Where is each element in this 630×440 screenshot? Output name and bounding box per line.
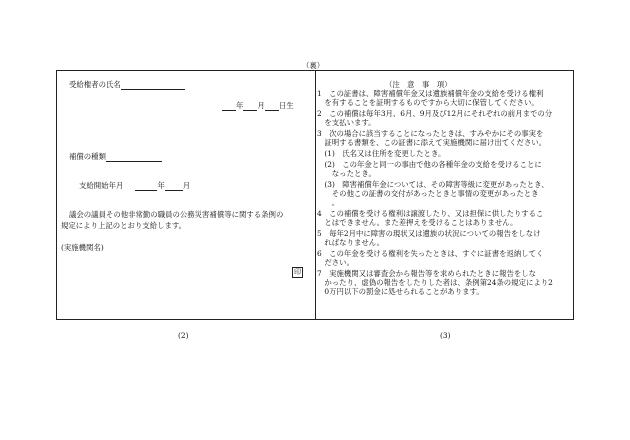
recipient-name-row — [69, 79, 185, 90]
note-line: 。 — [317, 198, 340, 207]
note-line: とはできません。また差押えを受けることはありません。 — [317, 218, 518, 227]
seal-row — [292, 267, 303, 278]
note-line: 4 この補償を受ける権利は譲渡したり、又は担保に供したりするこ — [317, 209, 544, 218]
note-line: かったり、虚偽の報告をしたりした者は、条例第24条の規定により2 — [317, 278, 553, 287]
birth-date-row — [222, 100, 294, 111]
note-line: 2 この補償は毎年3月、6月、9月及び12月にそれぞれの前月までの分 — [317, 109, 553, 118]
note-line: なったとき。 — [317, 169, 376, 178]
note-line: 3 次の場合に該当することになったときは、すみやかにその事実を — [317, 129, 544, 138]
center-divider — [315, 71, 316, 319]
payment-year-label: 年 — [157, 181, 165, 190]
note-line: 証明する書類を、この証書に添えて実施機関に届け出てください。 — [317, 138, 547, 147]
note-line: を支払います。 — [317, 118, 376, 127]
note-line: その他この証書の交付があったときと事情の変更があったとき — [317, 189, 539, 198]
compensation-type-row — [69, 151, 162, 162]
side-label: （裏） — [302, 61, 325, 70]
note-line: 1 この証書は、障害補償年金又は遺族補償年金の支給を受ける権利 — [317, 89, 544, 98]
note-line: (1) 氏名又は住所を変更したとき。 — [317, 149, 446, 158]
payment-month-label: 月 — [182, 181, 191, 190]
payment-year-field[interactable] — [135, 182, 157, 191]
compensation-type-label: 補償の種類 — [69, 152, 106, 161]
birth-year-field[interactable] — [222, 102, 236, 111]
birth-month-label: 月 — [257, 101, 265, 110]
recipient-name-label: 受給権者の氏名 — [69, 80, 121, 89]
birth-day-field[interactable] — [265, 102, 279, 111]
statement-line-1: 議会の議員その他非常勤の職員の公務災害補償等に関する条例の — [69, 210, 284, 219]
note-line: (2) この年金と同一の事由で他の各種年金の支給を受けることに — [317, 160, 542, 169]
note-line: (3) 障害補償年金については、その障害等級に変更があったとき、 — [317, 180, 549, 189]
birth-month-field[interactable] — [243, 102, 257, 111]
note-line: 6 この年金を受ける権利を失ったときは、すぐに証書を返納してく — [317, 249, 544, 258]
payment-month-field[interactable] — [165, 182, 183, 191]
note-line: ればなりません。 — [317, 238, 384, 247]
page-number-right: (3) — [440, 331, 451, 340]
note-line: を有することを証明するものですから大切に保管してください。 — [317, 98, 539, 107]
note-line: 0万円以下の罰金に処せられることがあります。 — [317, 287, 484, 296]
recipient-name-field[interactable] — [121, 81, 185, 90]
payment-start-row — [79, 180, 190, 191]
birth-year-label: 年 — [236, 101, 244, 110]
notes-heading: （注 意 事 項） — [385, 80, 452, 89]
statement-line-2: 規定により上記のとおり支給します。 — [61, 221, 187, 230]
agency-label: (実施機関名) — [61, 243, 104, 252]
seal-mark: 印 — [294, 268, 301, 276]
note-line: 7 実施機関又は審査会から報告等を求められたときに報告をしな — [317, 269, 537, 278]
payment-start-label: 支給開始年月 — [79, 181, 124, 190]
note-line: 5 毎年2月中に障害の現状又は遺族の状況についての報告をしなけ — [317, 229, 541, 238]
compensation-type-field[interactable] — [106, 153, 162, 162]
page-number-left: (2) — [178, 331, 189, 340]
note-line: ださい。 — [317, 258, 354, 267]
form-frame — [56, 70, 574, 320]
birth-day-label: 日生 — [278, 101, 294, 110]
